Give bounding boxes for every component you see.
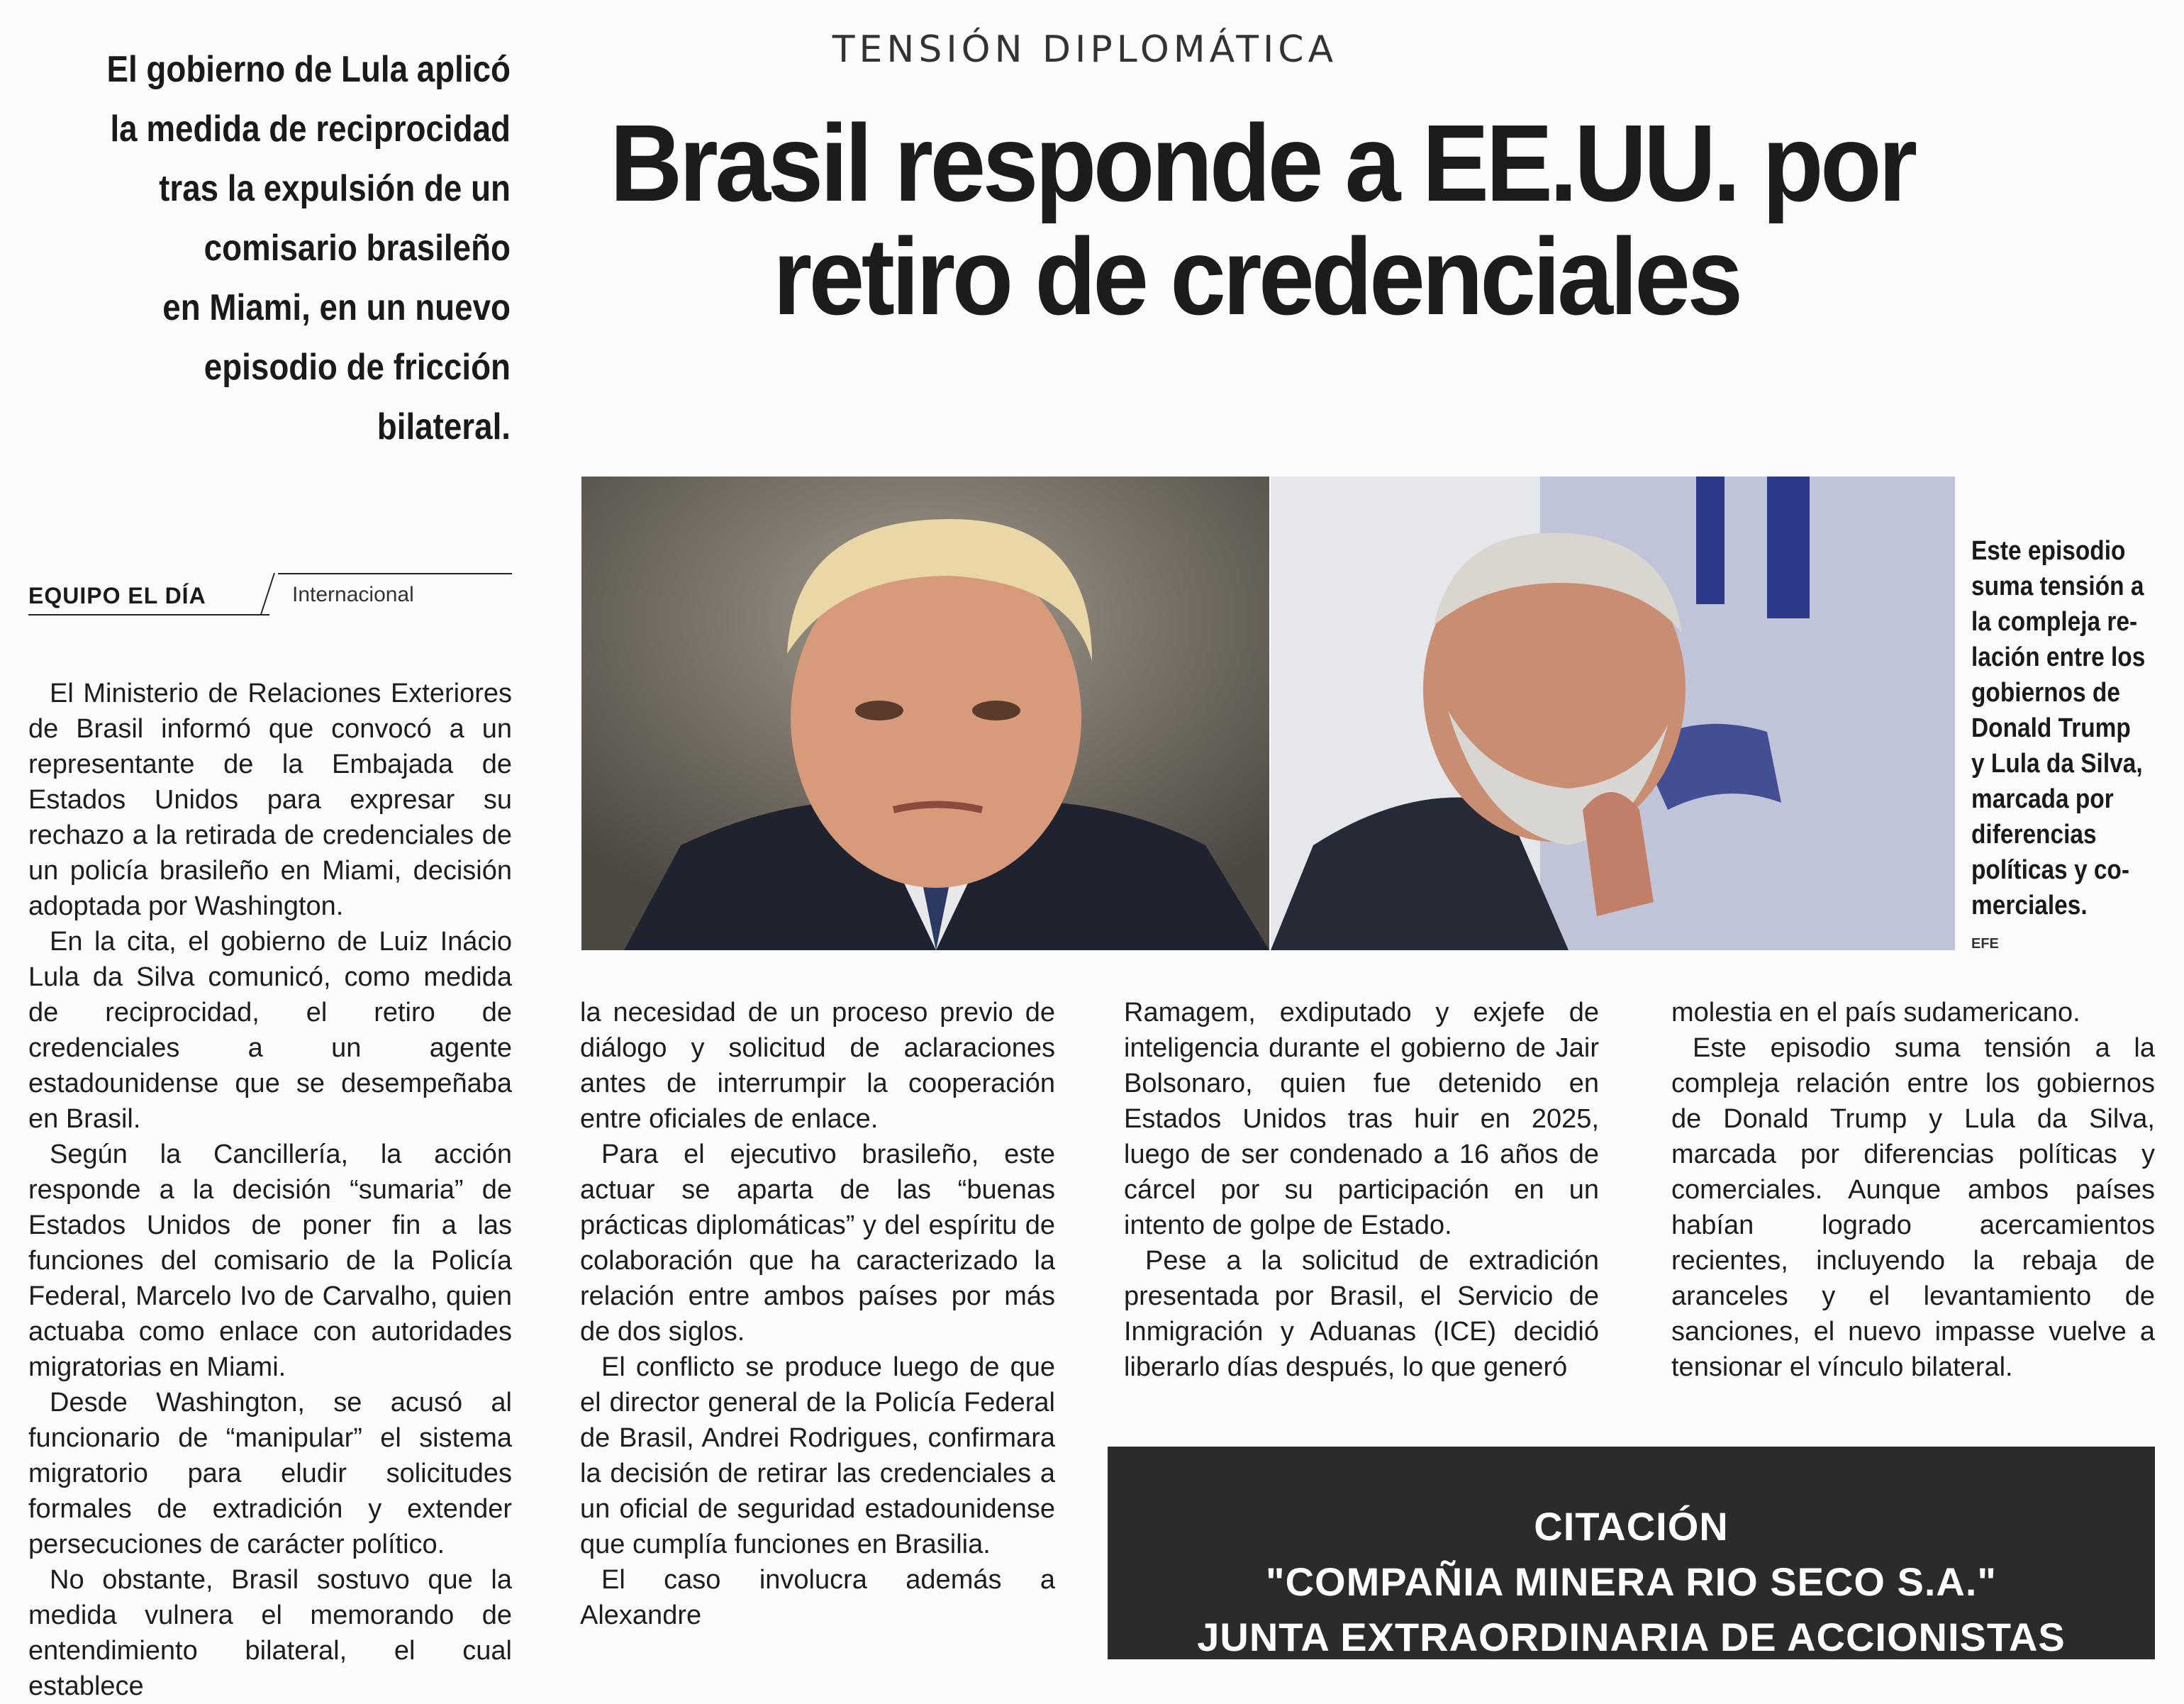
paragraph: Ramagem, exdiputado y exjefe de inteligencia durante el gobierno de Jair Bolsonaro, quien fue detenido en Estados Unidos tras huir en 2025, luego de ser condenado a 16 años de cárcel por su participación en un intento de golpe de Estado.	[1124, 998, 1599, 1240]
article-kicker: TENSIÓN DIPLOMÁTICA	[832, 28, 1338, 71]
paragraph: En la cita, el gobierno de Luiz Inácio Lula da Silva comunicó, como medida de reciprocidad, el retiro de credenciales a un agente estadounidense que se desempeñaba en Brasil.	[28, 927, 512, 1134]
paragraph: Según la Cancillería, la acción responde a la decisión “sumaria” de Estados Unidos de poner fin a las funciones del comisario de la Policía Federal, Marcelo Ivo de Carvalho, quien actuaba como enlace con autoridades migratorias en Miami.	[28, 1140, 512, 1382]
paragraph: Pese a la solicitud de extradición presentada por Brasil, el Servicio de Inmigración y Aduanas (ICE) decidió liberarlo días después, lo que generó	[1124, 1246, 1599, 1382]
deck-line: tras la expulsión de un	[159, 168, 511, 209]
photo-credit: EFE	[1971, 936, 1999, 952]
deck-line: bilateral.	[377, 406, 511, 447]
byline	[28, 573, 512, 617]
article-column-2	[580, 995, 1055, 1633]
caption-line: Este episodio	[1971, 536, 2126, 566]
article-column-3	[1124, 995, 1599, 1385]
paragraph: Para el ejecutivo brasileño, este actuar se aparta de las “buenas prácticas diplomáticas” y del espíritu de colaboración que ha caracterizado la relación entre ambos países por más de dos siglos.	[580, 1140, 1055, 1347]
deck-line: episodio de fricción	[204, 347, 511, 388]
legal-notice-box	[1108, 1447, 2155, 1659]
paragraph: Este episodio suma tensión a la compleja relación entre los gobiernos de Donald Trump y Lula da Silva, marcada por diferencias políticas y comerciales. Aunque ambos países habían logrado acercamientos recientes, incluyendo la rebaja de aranceles y el levantamiento de sanciones, el nuevo impasse vuelve a tensionar el vínculo bilateral.	[1671, 1033, 2155, 1382]
article-column-1	[28, 676, 512, 1704]
deck-line: en Miami, en un nuevo	[162, 287, 511, 328]
byline-author: EQUIPO EL DÍA	[28, 583, 206, 608]
deck-line: la medida de reciprocidad	[110, 108, 511, 150]
caption-line: políticas y co-	[1971, 855, 2129, 885]
byline-divider	[278, 573, 512, 574]
caption-line: diferencias	[1971, 820, 2097, 850]
portrait-illustration	[581, 477, 1269, 950]
paragraph: Desde Washington, se acusó al funcionario de “manipular” el sistema migratorio para eludir solicitudes formales de extradición y extender persecuciones de carácter político.	[28, 1388, 512, 1559]
photo-donald-trump	[581, 477, 1269, 950]
byline-divider	[260, 573, 275, 616]
article-deck	[87, 40, 511, 457]
caption-line: la compleja re-	[1971, 607, 2138, 637]
photo-lula-da-silva	[1271, 477, 1955, 950]
photo-caption	[1971, 533, 2146, 923]
caption-line: marcada por	[1971, 784, 2114, 814]
notice-title: CITACIÓN	[1534, 1504, 1729, 1549]
paragraph: El conflicto se produce luego de que el director general de la Policía Federal de Brasil, Andrei Rodrigues, confirmara la decisión de retirar las credenciales a un oficial de seguridad estadounidense que cumplía funciones en Brasilia.	[580, 1352, 1055, 1559]
caption-line: Donald Trump	[1971, 713, 2131, 743]
headline-line: Brasil responde a EE.UU. por	[610, 102, 1915, 224]
headline-line: retiro de credenciales	[773, 216, 1740, 338]
deck-line: El gobierno de Lula aplicó	[106, 49, 511, 90]
paragraph: No obstante, Brasil sostuvo que la medida vulnera el memorando de entendimiento bilateral, el cual establece	[28, 1565, 512, 1701]
article-column-4	[1671, 995, 2155, 1385]
notice-subject: JUNTA EXTRAORDINARIA DE ACCIONISTAS	[1197, 1615, 2066, 1659]
portrait-illustration	[1271, 477, 1955, 950]
caption-line: y Lula da Silva,	[1971, 749, 2143, 779]
byline-section: Internacional	[292, 583, 414, 606]
deck-line: comisario brasileño	[204, 228, 511, 269]
caption-line: merciales.	[1971, 891, 2088, 920]
paragraph: la necesidad de un proceso previo de diálogo y solicitud de aclaraciones antes de interrumpir la cooperación entre oficiales de enlace.	[580, 998, 1055, 1134]
paragraph: El Ministerio de Relaciones Exteriores de Brasil informó que convocó a un representante de la Embajada de Estados Unidos para expresar su rechazo a la retirada de credenciales de un policía brasileño en Miami, decisión adoptada por Washington.	[28, 679, 512, 921]
caption-line: gobiernos de	[1971, 678, 2120, 708]
byline-divider	[28, 614, 269, 616]
caption-line: lación entre los	[1971, 642, 2146, 672]
paragraph: El caso involucra además a Alexandre	[580, 1565, 1055, 1630]
paragraph: molestia en el país sudamericano.	[1671, 998, 2080, 1028]
caption-line: suma tensión a	[1971, 572, 2144, 601]
notice-company: "COMPAÑIA MINERA RIO SECO S.A."	[1266, 1559, 1997, 1604]
article-headline	[610, 102, 2032, 338]
